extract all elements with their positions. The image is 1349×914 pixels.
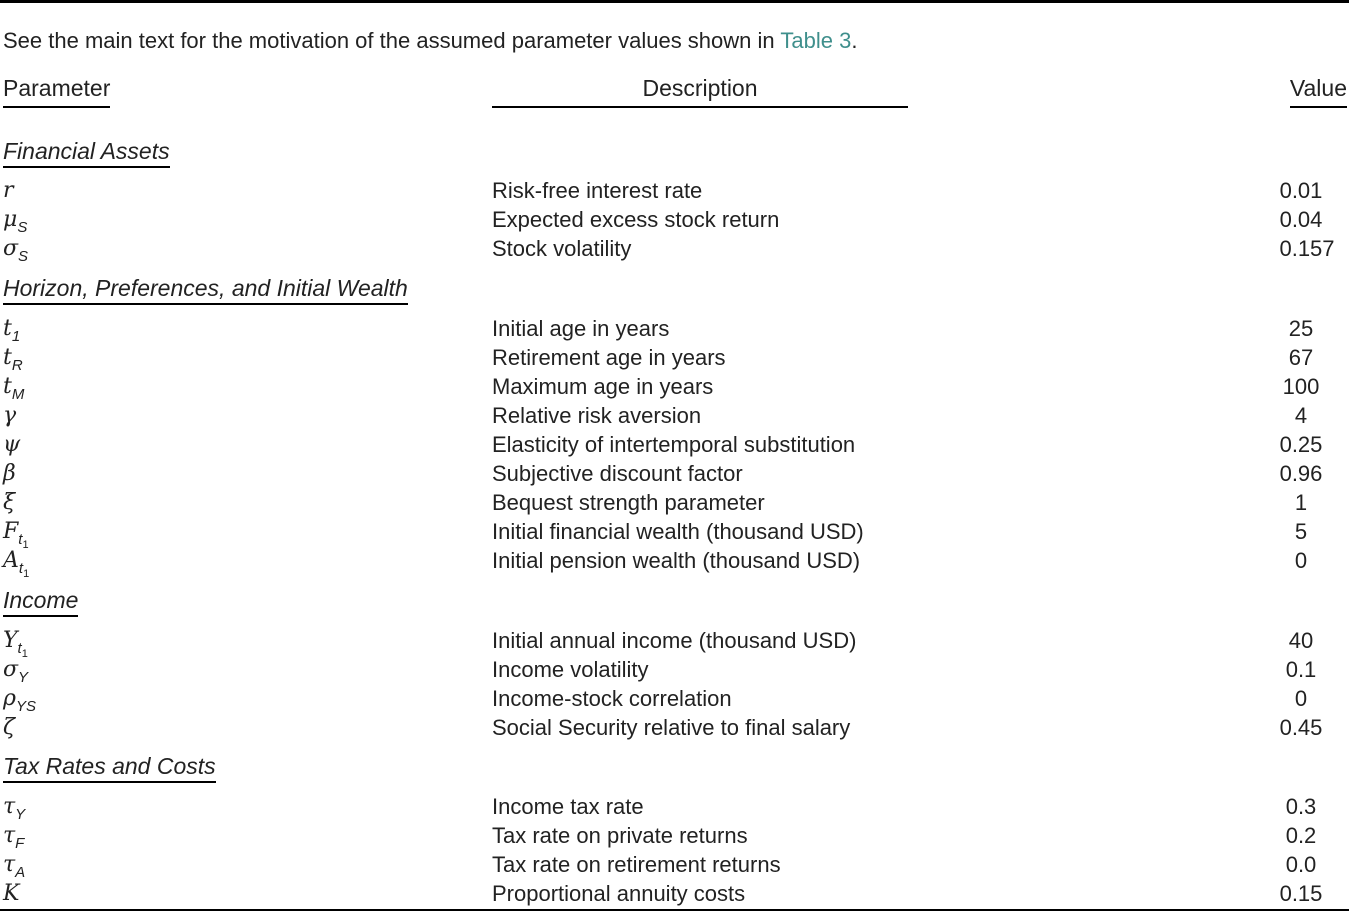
symbol-base: ξ (3, 490, 16, 515)
table-row (0, 372, 1349, 401)
header-parameter: Parameter (3, 75, 110, 108)
parameter-description: Maximum age in years (492, 374, 714, 399)
symbol-subscript-text: S (18, 248, 29, 265)
symbol-base: β (3, 461, 16, 486)
parameter-symbol (3, 459, 16, 488)
table-row (0, 626, 1349, 660)
parameter-value: 5 (1294, 519, 1308, 544)
parameter-description: Initial pension wealth (thousand USD) (492, 548, 861, 573)
table-row (0, 684, 1349, 713)
header-value: Value (1290, 75, 1347, 108)
symbol-subscript-text: M (11, 386, 25, 403)
table-row (0, 430, 1349, 459)
parameter-description: Initial age in years (492, 316, 670, 341)
table-row (0, 488, 1349, 517)
parameter-value: 25 (1288, 316, 1314, 341)
header-description: Description (492, 75, 908, 108)
parameter-description: Income tax rate (492, 794, 644, 819)
parameter-symbol (3, 176, 14, 205)
symbol-subscript-text: A (15, 864, 26, 881)
table-row (0, 205, 1349, 234)
symbol-subscript-text: R (11, 357, 23, 374)
table-row (0, 546, 1349, 580)
parameter-value: 0 (1294, 686, 1308, 711)
parameter-symbol (3, 234, 28, 265)
symbol-base: F (3, 519, 19, 544)
parameter-value: 0.01 (1279, 178, 1323, 203)
parameter-symbol (3, 488, 15, 517)
parameter-description: Relative risk aversion (492, 403, 702, 428)
parameter-description: Income volatility (492, 657, 649, 682)
parameter-value: 0.96 (1279, 461, 1323, 486)
parameter-description: Bequest strength parameter (492, 490, 765, 515)
symbol-subscript (18, 560, 30, 580)
symbol-base: r (3, 178, 14, 203)
parameter-description: Elasticity of intertemporal substitution (492, 432, 856, 457)
parameter-symbol (3, 879, 19, 908)
table-row (0, 821, 1349, 850)
parameter-description: Stock volatility (492, 236, 632, 261)
symbol-base: τ (3, 794, 16, 819)
parameter-value: 0.04 (1279, 207, 1323, 232)
parameter-symbol (3, 430, 20, 459)
parameter-symbol (3, 684, 36, 715)
symbol-base: t (3, 345, 12, 370)
symbol-subscript-text: F (15, 835, 25, 852)
symbol-base: Y (3, 628, 18, 653)
table-row (0, 459, 1349, 488)
symbol-subsubscript: 1 (22, 539, 29, 551)
symbol-base: σ (3, 657, 19, 682)
parameter-value: 0.157 (1279, 236, 1335, 261)
section-title: Financial Assets (3, 137, 170, 168)
parameter-value: 67 (1288, 345, 1314, 370)
section-title: Tax Rates and Costs (3, 752, 216, 783)
parameter-description: Social Security relative to final salary (492, 715, 851, 740)
table-row (0, 655, 1349, 684)
symbol-base: τ (3, 823, 16, 848)
symbol-base: t (3, 374, 12, 399)
parameter-description: Proportional annuity costs (492, 881, 746, 906)
parameter-symbol (3, 850, 25, 881)
symbol-subscript-text: t (18, 560, 24, 577)
section-title: Income (3, 586, 78, 617)
parameter-symbol (3, 713, 15, 742)
parameter-value: 40 (1288, 628, 1314, 653)
symbol-base: ζ (3, 715, 15, 740)
parameter-description: Tax rate on retirement returns (492, 852, 781, 877)
symbol-base: σ (3, 236, 19, 261)
parameter-symbol (3, 343, 23, 374)
symbol-subscript-text: 1 (11, 328, 21, 345)
table-row (0, 401, 1349, 430)
section-title: Horizon, Preferences, and Initial Wealth (3, 274, 408, 305)
parameter-symbol (3, 314, 20, 345)
parameter-description: Tax rate on private returns (492, 823, 748, 848)
parameter-value: 1 (1294, 490, 1308, 515)
parameter-description: Retirement age in years (492, 345, 726, 370)
symbol-subsubscript: 1 (23, 568, 30, 580)
parameter-symbol (3, 205, 27, 236)
symbol-subscript-text: Y (15, 806, 26, 823)
parameter-symbol (3, 546, 29, 579)
caption-end: . (851, 28, 858, 53)
symbol-subsubscript: 1 (21, 648, 28, 660)
symbol-base: γ (3, 403, 17, 428)
symbol-subscript-text: t (17, 640, 22, 657)
parameter-description: Initial annual income (thousand USD) (492, 628, 857, 653)
parameter-value: 0.2 (1285, 823, 1317, 848)
symbol-base: τ (3, 852, 16, 877)
table-row (0, 176, 1349, 205)
parameter-description: Risk-free interest rate (492, 178, 703, 203)
caption-text: See the main text for the motivation of the assumed parameter values shown in (3, 28, 781, 53)
table-row (0, 850, 1349, 879)
parameter-symbol (3, 401, 16, 430)
parameter-description: Subjective discount factor (492, 461, 743, 486)
parameter-value: 0.25 (1279, 432, 1323, 457)
symbol-base: A (3, 548, 19, 573)
parameter-description: Income-stock correlation (492, 686, 732, 711)
parameter-value: 0.0 (1285, 852, 1317, 877)
table-row (0, 343, 1349, 372)
parameter-symbol (3, 821, 24, 852)
parameter-value: 100 (1282, 374, 1320, 399)
parameter-symbol (3, 792, 25, 823)
table-row (0, 234, 1349, 263)
parameter-description: Expected excess stock return (492, 207, 780, 232)
symbol-subscript-text: YS (15, 698, 36, 715)
parameter-value: 0 (1294, 548, 1308, 573)
symbol-base: μ (3, 207, 18, 232)
parameter-symbol (3, 655, 28, 686)
parameter-symbol (3, 372, 24, 403)
symbol-base: ψ (3, 432, 21, 457)
symbol-subscript (18, 248, 28, 265)
parameter-description: Initial financial wealth (thousand USD) (492, 519, 864, 544)
table-row (0, 517, 1349, 551)
symbol-subscript-text: S (17, 219, 28, 236)
symbol-base: t (3, 316, 12, 341)
parameter-value: 0.3 (1285, 794, 1317, 819)
parameter-value: 0.15 (1279, 881, 1323, 906)
parameter-value: 0.45 (1279, 715, 1323, 740)
symbol-base: ρ (3, 686, 16, 711)
symbol-subscript-text: Y (18, 669, 29, 686)
parameter-value: 4 (1294, 403, 1308, 428)
table-reference-link[interactable]: Table 3 (780, 28, 852, 53)
bottom-rule (0, 909, 1349, 911)
symbol-subscript-text: t (18, 531, 23, 548)
table-row (0, 879, 1349, 908)
table-row (0, 314, 1349, 343)
table-row (0, 792, 1349, 821)
table-row (0, 713, 1349, 742)
symbol-base: K (3, 881, 20, 906)
parameter-value: 0.1 (1285, 657, 1317, 682)
